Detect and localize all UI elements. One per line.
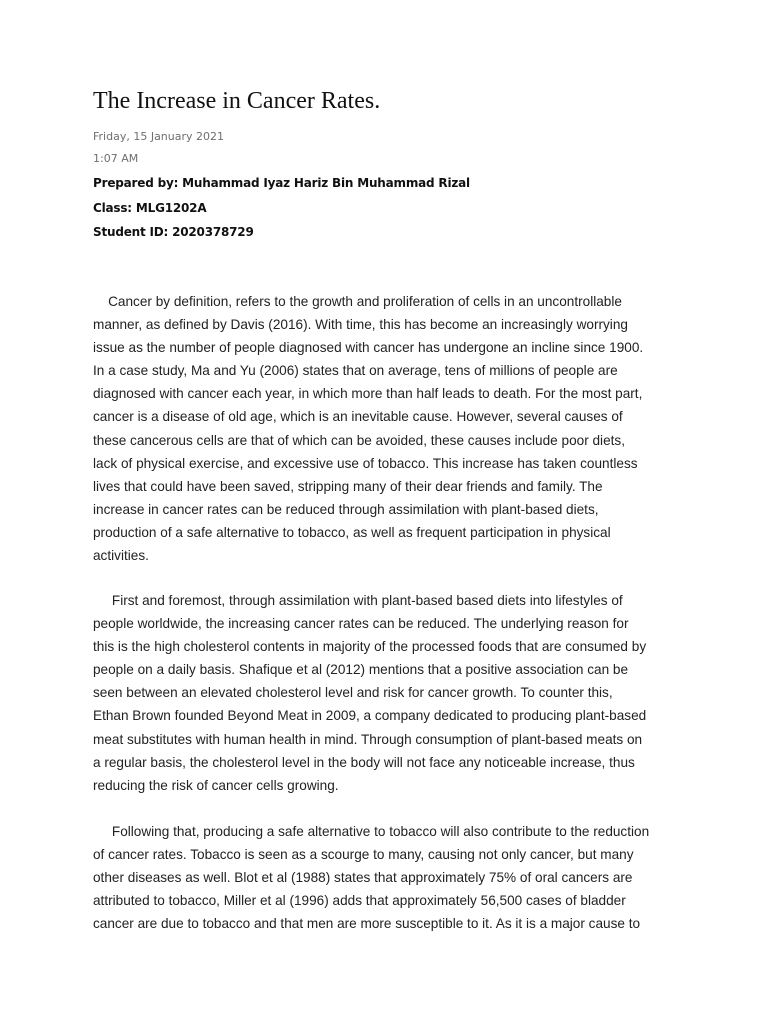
paragraph-introduction [93,290,678,567]
paragraph-line: people on a daily basis. Shafique et al (2012) mentions that a positive association can be [93,662,629,678]
paragraph-line: lack of physical exercise, and excessive use of tobacco. This increase has taken countless [93,455,638,471]
class-line: Class: MLG1202A [93,201,207,215]
paragraph-line: seen between an elevated cholesterol level and risk for cancer growth. To counter this, [93,685,613,701]
paragraph-line: activities. [93,548,149,564]
paragraph-line: other diseases as well. Blot et al (1988) states that approximately 75% of oral cancers are [93,870,633,886]
paragraph-line: production of a safe alternative to tobacco, as well as frequent participation in physical [93,524,611,540]
prepared-by-line: Prepared by: Muhammad Iyaz Hariz Bin Muhammad Rizal [93,176,470,190]
document-title: The Increase in Cancer Rates. [93,88,381,114]
paragraph-line: lives that could have been saved, stripping many of their dear friends and family. The [93,478,603,494]
paragraph-line: issue as the number of people diagnosed with cancer has undergone an incline since 1900. [93,340,644,356]
paragraph-line: of cancer rates. Tobacco is seen as a scourge to many, causing not only cancer, but many [93,847,634,863]
paragraph-line: a regular basis, the cholesterol level in the body will not face any noticeable increase, thus [93,754,635,770]
student-id-line: Student ID: 2020378729 [93,225,254,239]
paragraph-line: Ethan Brown founded Beyond Meat in 2009, a company dedicated to producing plant-based [93,708,647,724]
document-time: 1:07 AM [93,152,139,165]
paragraph-line: increase in cancer rates can be reduced through assimilation with plant-based diets, [93,501,599,517]
paragraph-line: First and foremost, through assimilation with plant-based based diets into lifestyles of [93,593,623,608]
document-date: Friday, 15 January 2021 [93,130,225,143]
paragraph-line: cancer is a disease of old age, which is an inevitable cause. However, several causes of [93,409,623,425]
paragraph-line: Following that, producing a safe alternative to tobacco will also contribute to the reduction [93,824,650,839]
paragraph-line: this is the high cholesterol contents in majority of the processed foods that are consumed by [93,639,647,655]
paragraph-line: diagnosed with cancer each year, in which more than half leads to death. For the most part, [93,386,643,402]
paragraph-line: attributed to tobacco, Miller et al (1996) adds that approximately 56,500 cases of bladder [93,893,626,909]
paragraph-line: Cancer by definition, refers to the growth and proliferation of cells in an uncontrollable [93,294,622,309]
paragraph-line: people worldwide, the increasing cancer rates can be reduced. The underlying reason for [93,616,629,632]
paragraph-tobacco-alternative [93,820,678,935]
paragraph-line: reducing the risk of cancer cells growing. [93,777,339,793]
paragraph-plant-based-diets [93,589,678,797]
paragraph-line: In a case study, Ma and Yu (2006) states that on average, tens of millions of people are [93,363,618,379]
paragraph-line: these cancerous cells are that of which can be avoided, these causes include poor diets, [93,432,625,448]
paragraph-line: meat substitutes with human health in mind. Through consumption of plant-based meats on [93,731,643,747]
paragraph-line: manner, as defined by Davis (2016). With time, this has become an increasingly worrying [93,317,628,333]
paragraph-line: cancer are due to tobacco and that men are more susceptible to it. As it is a major cause to [93,916,641,932]
